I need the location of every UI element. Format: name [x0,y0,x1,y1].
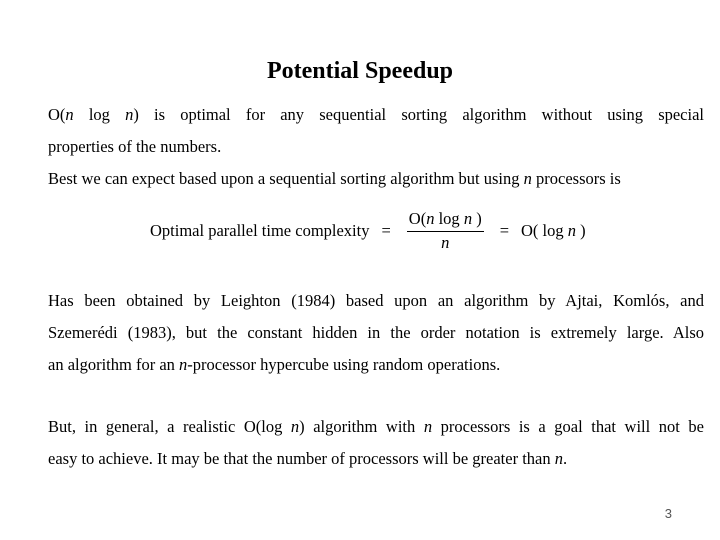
italic-n: n [554,449,563,468]
text-segment: . [562,449,568,468]
text-segment: processors is a goal that will not be [432,417,705,436]
paragraph-2-line-2: Szemerédi (1983), but the constant hidden in the order notation is extremely large. Also [48,323,704,342]
paragraph-3-line-1 [48,417,704,437]
italic-n: n [523,169,532,188]
text-segment: O( [408,208,427,228]
text-segment: ) [576,221,586,240]
text-segment: But, in general, a realistic O(log [48,417,291,436]
text-segment: -processor hypercube using random operations. [187,355,501,374]
italic-n: n [125,105,134,124]
text-segment: ) [472,208,482,228]
text-segment: log [73,105,126,124]
italic-n: n [426,208,435,228]
italic-n: n [179,355,188,374]
text-segment: easy to achieve. It may be that the number of processors will be greater than [48,449,555,468]
slide-title: Potential Speedup [266,58,454,84]
text-segment: processors is [531,169,621,188]
formula-result [521,221,586,241]
paragraph-1-line-2: properties of the numbers. [48,137,222,156]
paragraph-1-line-1 [48,105,704,125]
text-segment: O( [48,105,66,124]
text-segment: O( log [521,221,568,240]
text-segment: ) is optimal for any sequential sorting algorithm without using special [133,105,704,124]
page-number: 3 [664,506,672,521]
paragraph-1-line-3 [48,169,621,189]
paragraph-2-line-3 [48,355,500,375]
equals-sign: = [499,221,509,240]
italic-n: n [65,105,74,124]
italic-n: n [423,417,433,436]
fraction-denominator: n [441,232,450,252]
fraction-numerator [407,209,484,232]
text-segment: an algorithm for an [48,355,180,374]
text-segment: ) algorithm with [299,417,424,436]
text-segment: Best we can expect based upon a sequential sorting algorithm but using [48,169,524,188]
paragraph-2-line-1: Has been obtained by Leighton (1984) based upon an algorithm by Ajtai, Komlós, and [48,291,704,310]
italic-n: n [463,208,473,228]
complexity-formula [150,206,586,256]
fraction [407,209,484,254]
italic-n: n [290,417,300,436]
text-segment: log [434,208,464,228]
equals-sign: = [381,221,391,240]
paragraph-3-line-2 [48,449,567,469]
formula-label: Optimal parallel time complexity [150,221,370,240]
italic-n: n [567,221,576,240]
